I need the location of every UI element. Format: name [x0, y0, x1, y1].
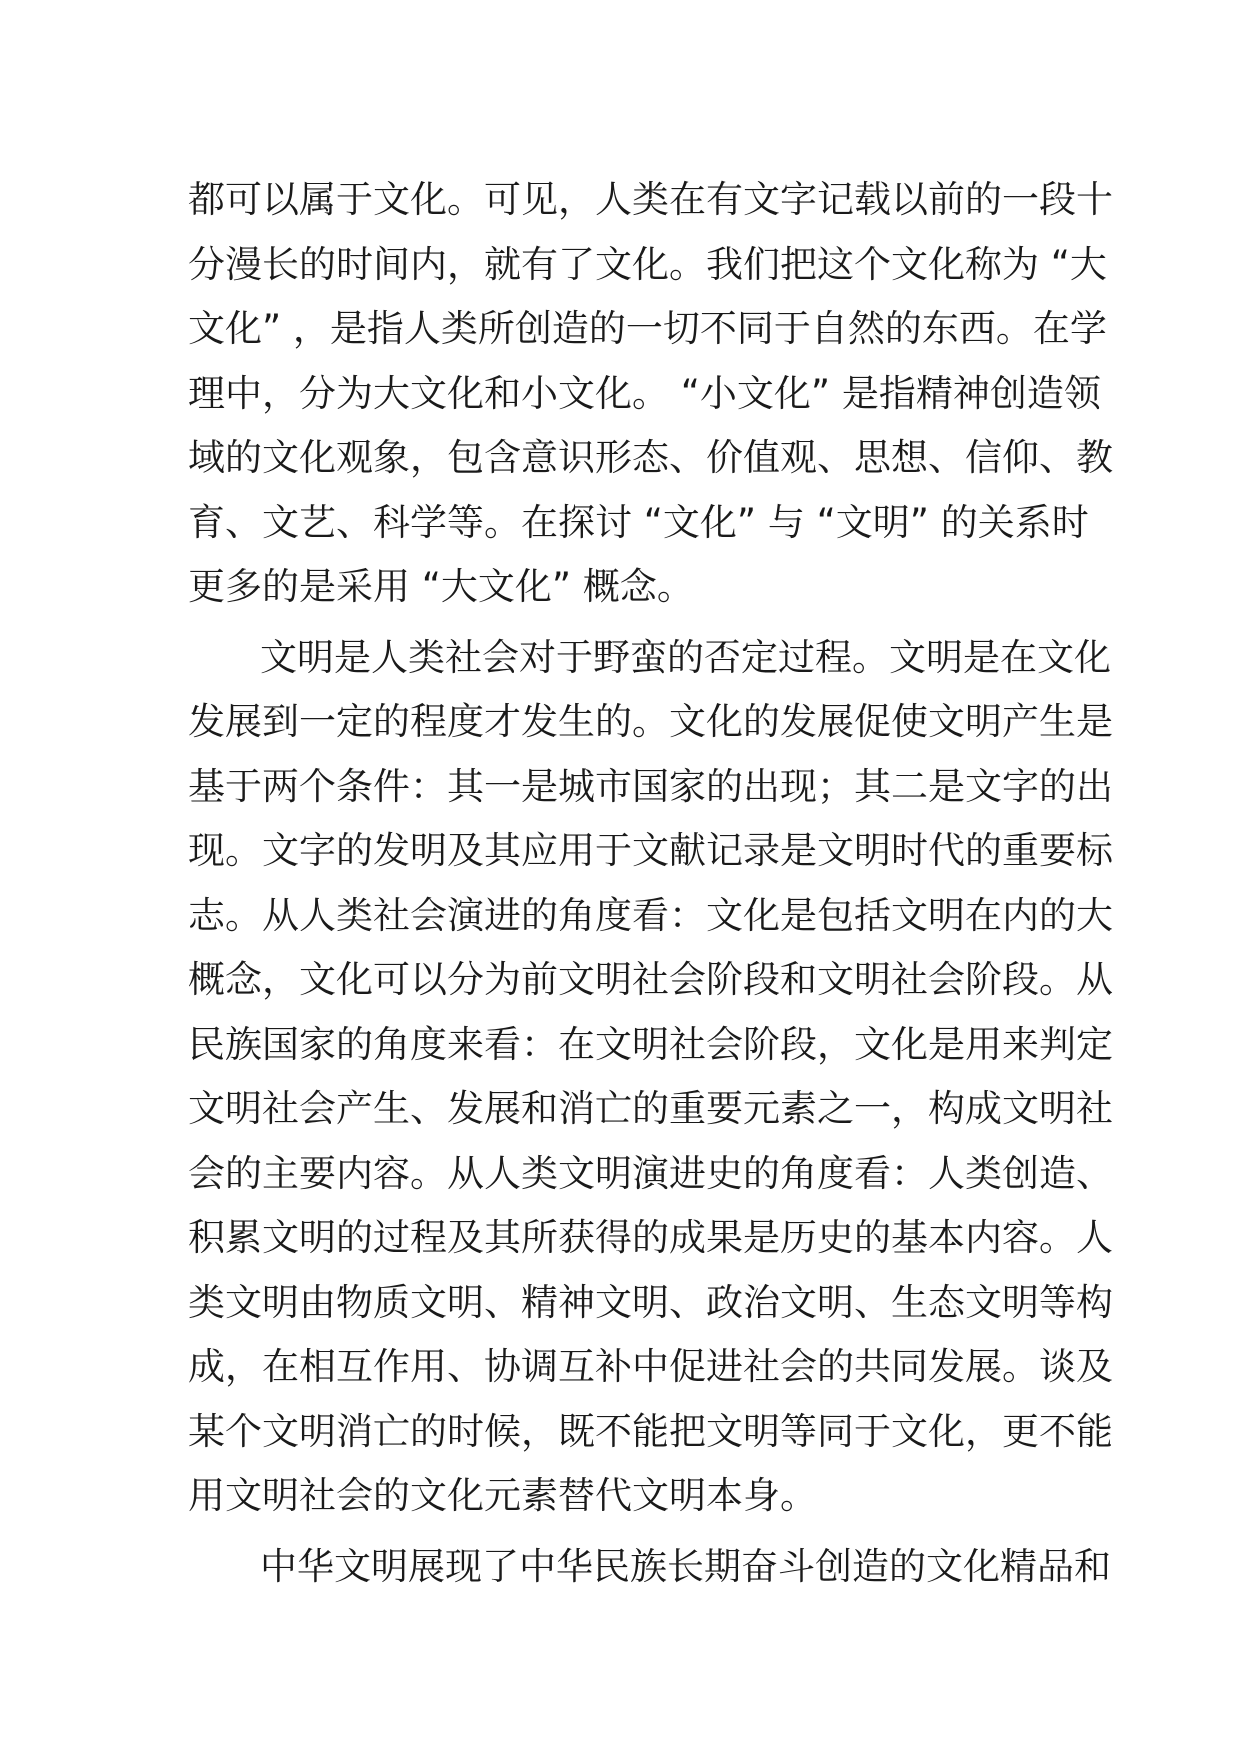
body-text — [188, 168, 1113, 1599]
text-line: 都可以属于文化。可见，人类在有文字记载以前的一段十 — [188, 178, 1113, 221]
text-line: 某个文明消亡的时候，既不能把文明等同于文化，更不能 — [188, 1409, 1113, 1453]
text-line: 文明社会产生、发展和消亡的重要元素之一，构成文明社 — [188, 1087, 1113, 1130]
text-line: 民族国家的角度来看：在文明社会阶段，文化是用来判定 — [188, 1022, 1113, 1066]
text-line: 积累文明的过程及其所获得的成果是历史的基本内容。人 — [188, 1216, 1113, 1259]
text-line: 会的主要内容。从人类文明演进史的角度看：人类创造、 — [188, 1151, 1113, 1195]
text-line: 概念，文化可以分为前文明社会阶段和文明社会阶段。从 — [188, 958, 1113, 1001]
text-line: 中华文明展现了中华民族长期奋斗创造的文化精品和 — [260, 1544, 1111, 1588]
text-line: 理中，分为大文化和小文化。 “小文化” 是指精神创造领 — [188, 371, 1101, 415]
text-line: 志。从人类社会演进的角度看：文化是包括文明在内的大 — [188, 893, 1113, 937]
text-line: 分漫长的时间内，就有了文化。我们把这个文化称为 “大 — [188, 242, 1107, 286]
text-line: 类文明由物质文明、精神文明、政治文明、生态文明等构 — [188, 1280, 1113, 1324]
text-line: 用文明社会的文化元素替代文明本身。 — [188, 1474, 817, 1517]
text-line: 发展到一定的程度才发生的。文化的发展促使文明产生是 — [188, 700, 1113, 743]
text-line: 更多的是采用 “大文化” 概念。 — [188, 565, 694, 608]
text-line: 文化” ，是指人类所创造的一切不同于自然的东西。在学 — [188, 307, 1107, 350]
text-line: 基于两个条件：其一是城市国家的出现；其二是文字的出 — [188, 764, 1113, 808]
text-line: 现。文字的发明及其应用于文献记录是文明时代的重要标 — [188, 829, 1113, 872]
text-line: 域的文化观象，包含意识形态、价值观、思想、信仰、教 — [188, 436, 1113, 479]
text-line: 文明是人类社会对于野蛮的否定过程。文明是在文化 — [260, 635, 1111, 679]
text-line: 成，在相互作用、协调互补中促进社会的共同发展。谈及 — [188, 1345, 1113, 1388]
text-line: 育、文艺、科学等。在探讨 “文化” 与 “文明” 的关系时 — [188, 500, 1089, 544]
